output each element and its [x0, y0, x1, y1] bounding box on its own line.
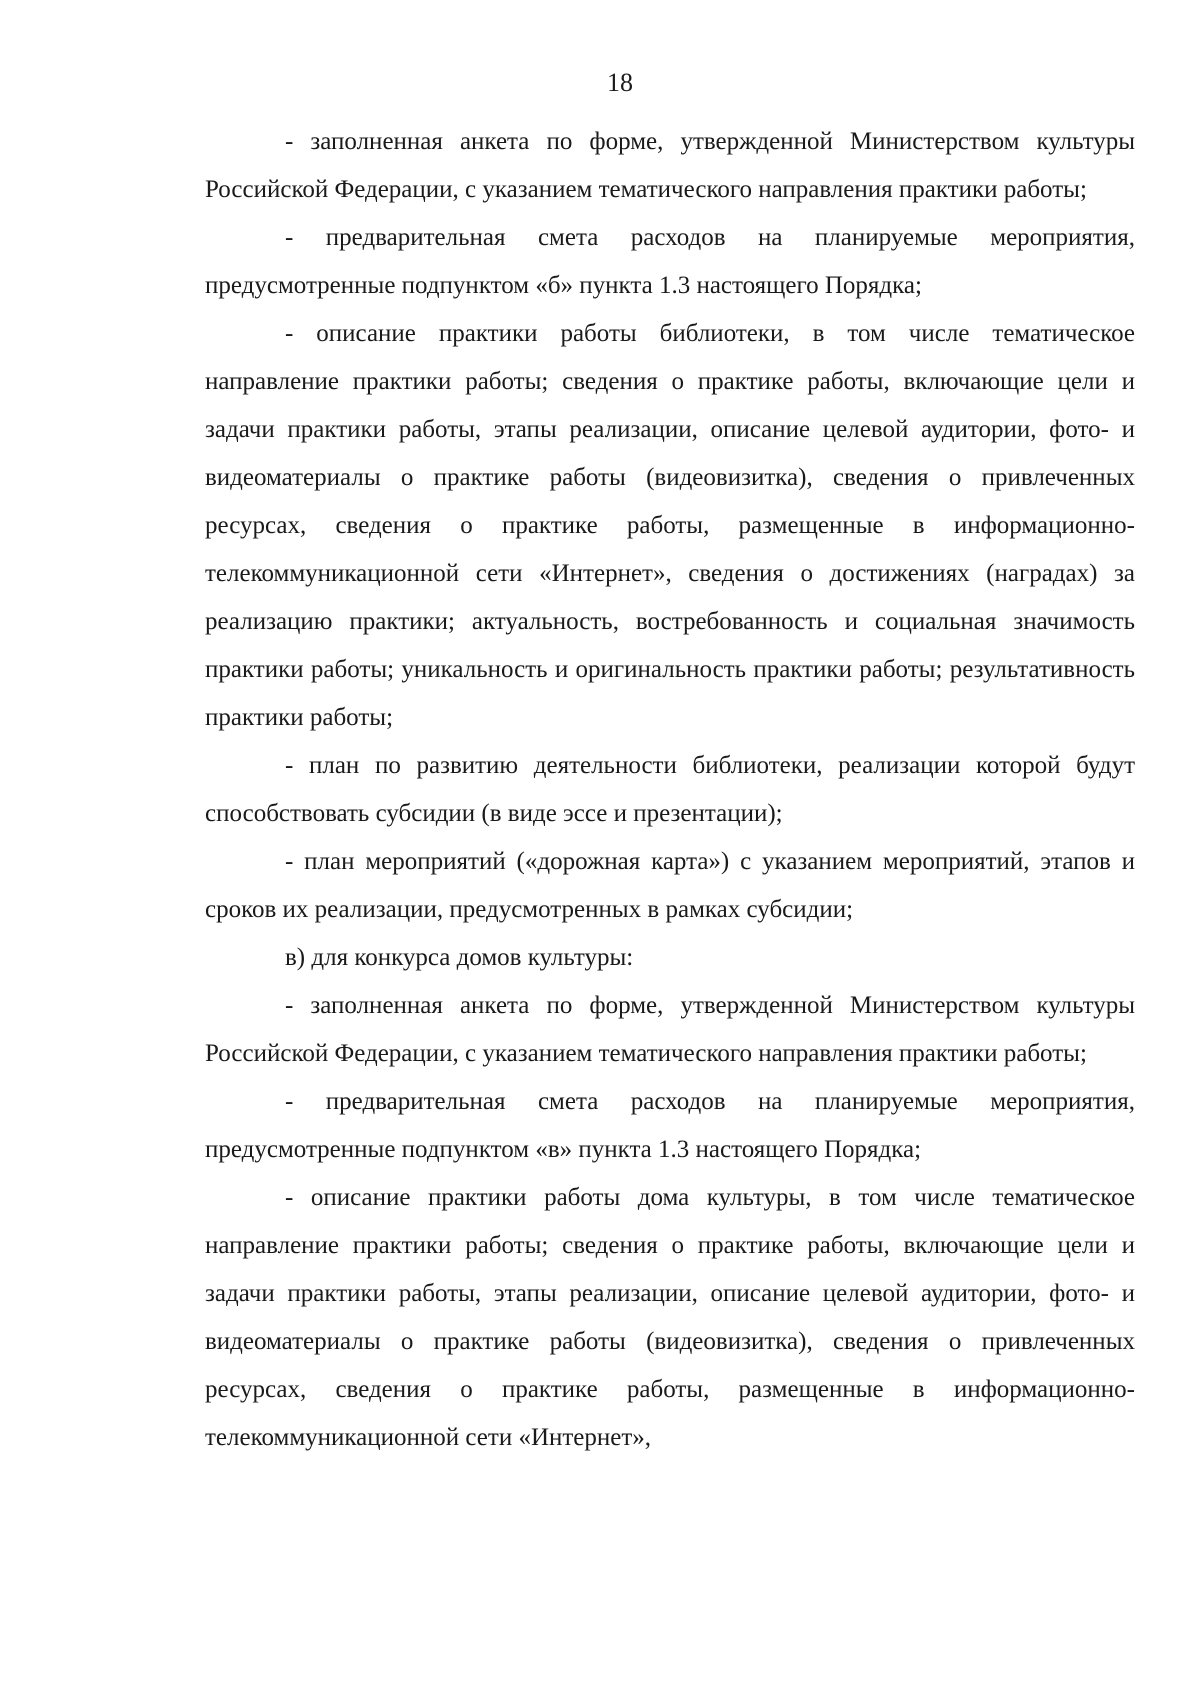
paragraph-estimate-house-of-culture: - предварительная смета расходов на планируемые мероприятия, предусмотренные подпунктом «в» пункта 1.3 настоящего Порядка; — [205, 1088, 1135, 1163]
page-number: 18 — [607, 68, 633, 97]
paragraph-development-plan: - план по развитию деятельности библиотеки, реализации которой будут способствовать субсидии (в виде эссе и презентации); — [205, 752, 1135, 827]
paragraph-estimate-library: - предварительная смета расходов на планируемые мероприятия, предусмотренные подпунктом «б» пункта 1.3 настоящего Порядка; — [205, 224, 1135, 299]
paragraph-section-houses-of-culture: в) для конкурса домов культуры: — [285, 944, 634, 971]
paragraph-roadmap: - план мероприятий («дорожная карта») с указанием мероприятий, этапов и сроков их реализации, предусмотренных в рамках субсидии; — [205, 848, 1135, 923]
document-body — [205, 118, 1135, 1462]
paragraph-questionnaire-library: - заполненная анкета по форме, утвержденной Министерством культуры Российской Федерации, с указанием тематического направления практики работы; — [205, 128, 1135, 203]
paragraph-questionnaire-house-of-culture: - заполненная анкета по форме, утвержденной Министерством культуры Российской Федерации, с указанием тематического направления практики работы; — [205, 992, 1135, 1067]
paragraph-practice-description-house-of-culture: - описание практики работы дома культуры, в том числе тематическое направление практики работы; сведения о практике работы, включающие цели и задачи практики работы, этапы реализации, описание целевой аудитории, фото- и видеоматериалы о практике работы (видеовизитка), сведения о привлеченных ресурсах, сведения о практике работы, размещенные в информационно-телекоммуникационной сети «Интернет», — [205, 1184, 1135, 1451]
paragraph-practice-description-library: - описание практики работы библиотеки, в том числе тематическое направление практики работы; сведения о практике работы, включающие цели и задачи практики работы, этапы реализации, описание целевой аудитории, фото- и видеоматериалы о практике работы (видеовизитка), сведения о привлеченных ресурсах, сведения о практике работы, размещенные в информационно-телекоммуникационной сети «Интернет», сведения о достижениях (наградах) за реализацию практики; актуальность, востребованность и социальная значимость практики работы; уникальность и оригинальность практики работы; результативность практики работы; — [205, 320, 1135, 731]
